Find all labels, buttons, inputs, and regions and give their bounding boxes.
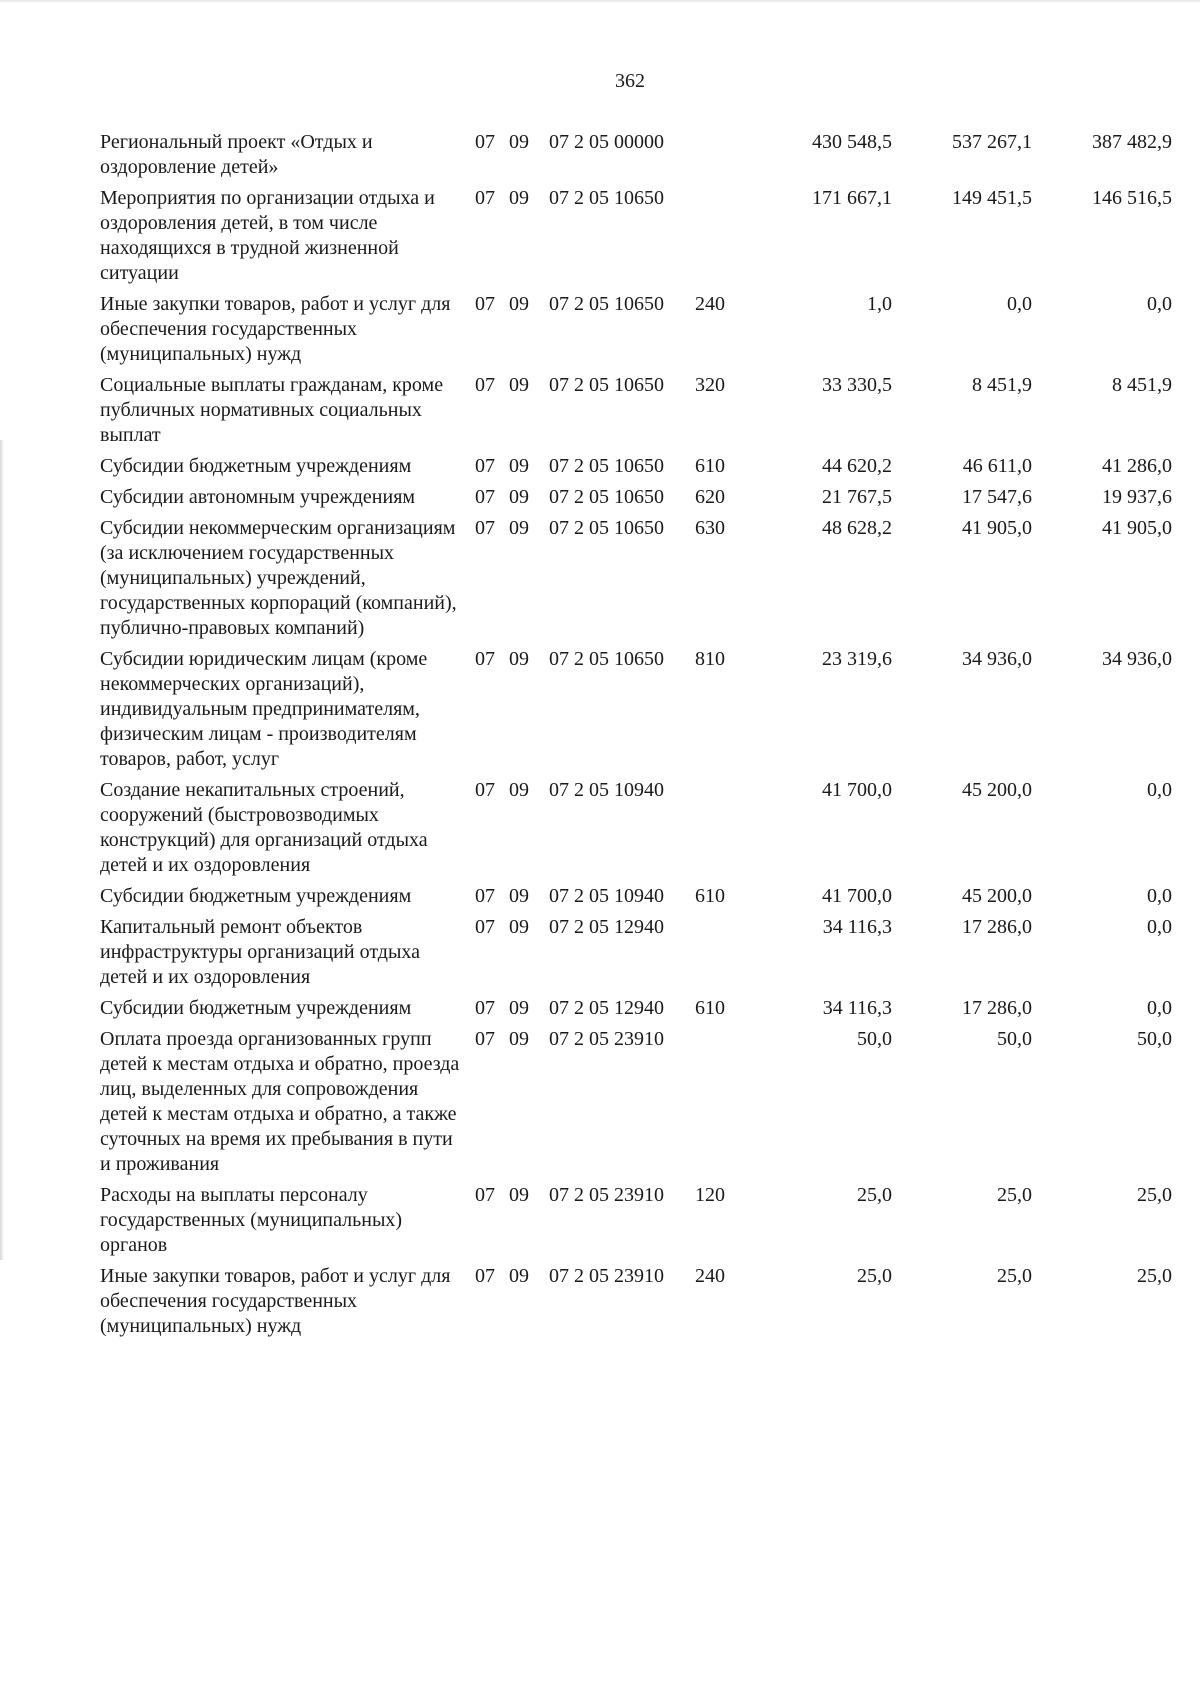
amount-year3-cell: 34 936,0: [1102, 648, 1172, 670]
amount-year2-cell: 45 200,0: [962, 885, 1032, 907]
subsection-code-cell: 09: [509, 131, 529, 153]
expense-type-cell: 610: [695, 455, 725, 477]
table-row: [100, 130, 1172, 186]
section-code-cell: 07: [475, 648, 495, 670]
section-code-cell: 07: [475, 916, 495, 938]
table-row: [100, 915, 1172, 996]
amount-year2-cell: 41 905,0: [962, 517, 1032, 539]
budget-table: [100, 130, 1172, 1345]
table-row: [100, 1264, 1172, 1345]
expense-name-cell: Субсидии бюджетным учреждениям: [100, 997, 412, 1019]
expense-type-cell: [695, 130, 750, 186]
expense-name-cell: Субсидии некоммерческим организациям (за исключением государственных (муниципальных) учреждений, государственных корпораций (компаний), публично-правовых компаний): [100, 517, 457, 639]
expense-name-cell: Капитальный ремонт объектов инфраструктуры организаций отдыха детей и их оздоровления: [100, 916, 421, 988]
amount-year1-cell: 1,0: [867, 293, 892, 315]
subsection-code-cell: 09: [509, 885, 529, 907]
amount-year1-cell: 34 116,3: [822, 916, 892, 938]
section-code-cell: 07: [475, 1028, 495, 1050]
expense-name-cell: Субсидии юридическим лицам (кроме некоммерческих организаций), индивидуальным предпринимателям, физическим лицам - производителям товаров, работ, услуг: [100, 648, 428, 770]
table-row: [100, 1183, 1172, 1264]
target-article-cell: 07 2 05 23910: [549, 1028, 664, 1050]
amount-year3-cell: 50,0: [1137, 1028, 1172, 1050]
expense-name-cell: Субсидии бюджетным учреждениям: [100, 455, 412, 477]
expense-name-cell: Расходы на выплаты персоналу государственных (муниципальных) органов: [100, 1184, 403, 1256]
amount-year2-cell: 50,0: [997, 1028, 1032, 1050]
amount-year2-cell: 25,0: [997, 1265, 1032, 1287]
table-row: [100, 996, 1172, 1027]
amount-year3-cell: 8 451,9: [1112, 374, 1172, 396]
target-article-cell: 07 2 05 23910: [549, 1265, 664, 1287]
amount-year2-cell: 0,0: [1007, 293, 1032, 315]
target-article-cell: 07 2 05 10650: [549, 293, 664, 315]
expense-name-cell: Иные закупки товаров, работ и услуг для обеспечения государственных (муниципальных) нужд: [100, 1265, 451, 1337]
subsection-code-cell: 09: [509, 916, 529, 938]
table-row: [100, 454, 1172, 485]
amount-year2-cell: 8 451,9: [972, 374, 1032, 396]
amount-year1-cell: 171 667,1: [812, 187, 892, 209]
section-code-cell: 07: [475, 885, 495, 907]
section-code-cell: 07: [475, 1184, 495, 1206]
target-article-cell: 07 2 05 10650: [549, 517, 664, 539]
subsection-code-cell: 09: [509, 455, 529, 477]
amount-year1-cell: 25,0: [857, 1265, 892, 1287]
target-article-cell: 07 2 05 10940: [549, 779, 664, 801]
expense-type-cell: 610: [695, 885, 725, 907]
target-article-cell: 07 2 05 10650: [549, 455, 664, 477]
amount-year3-cell: 0,0: [1147, 885, 1172, 907]
table-row: [100, 1027, 1172, 1183]
expense-name-cell: Субсидии автономным учреждениям: [100, 486, 416, 508]
page-number: 362: [615, 70, 645, 92]
expense-type-cell: 240: [695, 293, 725, 315]
expense-type-cell: [695, 915, 750, 996]
target-article-cell: 07 2 05 10650: [549, 187, 664, 209]
amount-year2-cell: 45 200,0: [962, 779, 1032, 801]
expense-name-cell: Оплата проезда организованных групп детей к местам отдыха и обратно, проезда лиц, выделенных для сопровождения детей к местам отдыха и обратно, а также суточных на время их пребывания в пути и проживания: [100, 1028, 460, 1175]
target-article-cell: 07 2 05 10650: [549, 374, 664, 396]
table-body: [100, 130, 1172, 1345]
section-code-cell: 07: [475, 779, 495, 801]
subsection-code-cell: 09: [509, 648, 529, 670]
amount-year1-cell: 21 767,5: [822, 486, 892, 508]
scan-edge-top: [0, 0, 1200, 3]
section-code-cell: 07: [475, 455, 495, 477]
expense-type-cell: [695, 778, 750, 884]
expense-type-cell: [695, 1027, 750, 1183]
amount-year3-cell: 25,0: [1137, 1184, 1172, 1206]
target-article-cell: 07 2 05 23910: [549, 1184, 664, 1206]
amount-year2-cell: 46 611,0: [962, 455, 1032, 477]
amount-year3-cell: 25,0: [1137, 1265, 1172, 1287]
expense-name-cell: Мероприятия по организации отдыха и оздоровления детей, в том числе находящихся в трудной жизненной ситуации: [100, 187, 435, 284]
expense-name-cell: Региональный проект «Отдых и оздоровление детей»: [100, 131, 373, 178]
section-code-cell: 07: [475, 131, 495, 153]
expense-name-cell: Иные закупки товаров, работ и услуг для обеспечения государственных (муниципальных) нужд: [100, 293, 451, 365]
subsection-code-cell: 09: [509, 374, 529, 396]
scan-edge-left: [0, 440, 4, 1260]
subsection-code-cell: 09: [509, 1184, 529, 1206]
amount-year1-cell: 34 116,3: [822, 997, 892, 1019]
expense-type-cell: 610: [695, 997, 725, 1019]
subsection-code-cell: 09: [509, 1265, 529, 1287]
table-row: [100, 778, 1172, 884]
table-row: [100, 884, 1172, 915]
amount-year1-cell: 48 628,2: [822, 517, 892, 539]
amount-year2-cell: 17 286,0: [962, 997, 1032, 1019]
amount-year1-cell: 41 700,0: [822, 885, 892, 907]
expense-type-cell: 240: [695, 1265, 725, 1287]
target-article-cell: 07 2 05 10650: [549, 486, 664, 508]
section-code-cell: 07: [475, 997, 495, 1019]
amount-year2-cell: 17 286,0: [962, 916, 1032, 938]
amount-year3-cell: 387 482,9: [1092, 131, 1172, 153]
subsection-code-cell: 09: [509, 293, 529, 315]
amount-year2-cell: 149 451,5: [952, 187, 1032, 209]
target-article-cell: 07 2 05 10940: [549, 885, 664, 907]
amount-year3-cell: 0,0: [1147, 916, 1172, 938]
amount-year1-cell: 41 700,0: [822, 779, 892, 801]
expense-type-cell: 120: [695, 1184, 725, 1206]
expense-type-cell: 630: [695, 517, 725, 539]
table-row: [100, 516, 1172, 647]
amount-year1-cell: 430 548,5: [812, 131, 892, 153]
table-row: [100, 373, 1172, 454]
subsection-code-cell: 09: [509, 1028, 529, 1050]
amount-year1-cell: 23 319,6: [822, 648, 892, 670]
target-article-cell: 07 2 05 10650: [549, 648, 664, 670]
subsection-code-cell: 09: [509, 997, 529, 1019]
amount-year3-cell: 146 516,5: [1092, 187, 1172, 209]
table-row: [100, 292, 1172, 373]
amount-year1-cell: 50,0: [857, 1028, 892, 1050]
amount-year3-cell: 41 905,0: [1102, 517, 1172, 539]
section-code-cell: 07: [475, 1265, 495, 1287]
amount-year3-cell: 19 937,6: [1102, 486, 1172, 508]
expense-type-cell: [695, 186, 750, 292]
amount-year1-cell: 33 330,5: [822, 374, 892, 396]
amount-year2-cell: 537 267,1: [952, 131, 1032, 153]
section-code-cell: 07: [475, 187, 495, 209]
target-article-cell: 07 2 05 12940: [549, 916, 664, 938]
section-code-cell: 07: [475, 486, 495, 508]
section-code-cell: 07: [475, 293, 495, 315]
amount-year3-cell: 0,0: [1147, 997, 1172, 1019]
table-row: [100, 485, 1172, 516]
section-code-cell: 07: [475, 517, 495, 539]
subsection-code-cell: 09: [509, 187, 529, 209]
amount-year2-cell: 25,0: [997, 1184, 1032, 1206]
table-row: [100, 186, 1172, 292]
expense-name-cell: Социальные выплаты гражданам, кроме публичных нормативных социальных выплат: [100, 374, 444, 446]
amount-year3-cell: 0,0: [1147, 779, 1172, 801]
amount-year3-cell: 0,0: [1147, 293, 1172, 315]
amount-year1-cell: 25,0: [857, 1184, 892, 1206]
amount-year1-cell: 44 620,2: [822, 455, 892, 477]
amount-year3-cell: 41 286,0: [1102, 455, 1172, 477]
expense-name-cell: Создание некапитальных строений, сооружений (быстровозводимых конструкций) для организаций отдыха детей и их оздоровления: [100, 779, 428, 876]
amount-year2-cell: 17 547,6: [962, 486, 1032, 508]
section-code-cell: 07: [475, 374, 495, 396]
expense-type-cell: 620: [695, 486, 725, 508]
amount-year2-cell: 34 936,0: [962, 648, 1032, 670]
subsection-code-cell: 09: [509, 517, 529, 539]
expense-type-cell: 320: [695, 374, 725, 396]
expense-name-cell: Субсидии бюджетным учреждениям: [100, 885, 412, 907]
target-article-cell: 07 2 05 00000: [549, 131, 664, 153]
target-article-cell: 07 2 05 12940: [549, 997, 664, 1019]
subsection-code-cell: 09: [509, 779, 529, 801]
expense-type-cell: 810: [695, 648, 725, 670]
subsection-code-cell: 09: [509, 486, 529, 508]
table-row: [100, 647, 1172, 778]
